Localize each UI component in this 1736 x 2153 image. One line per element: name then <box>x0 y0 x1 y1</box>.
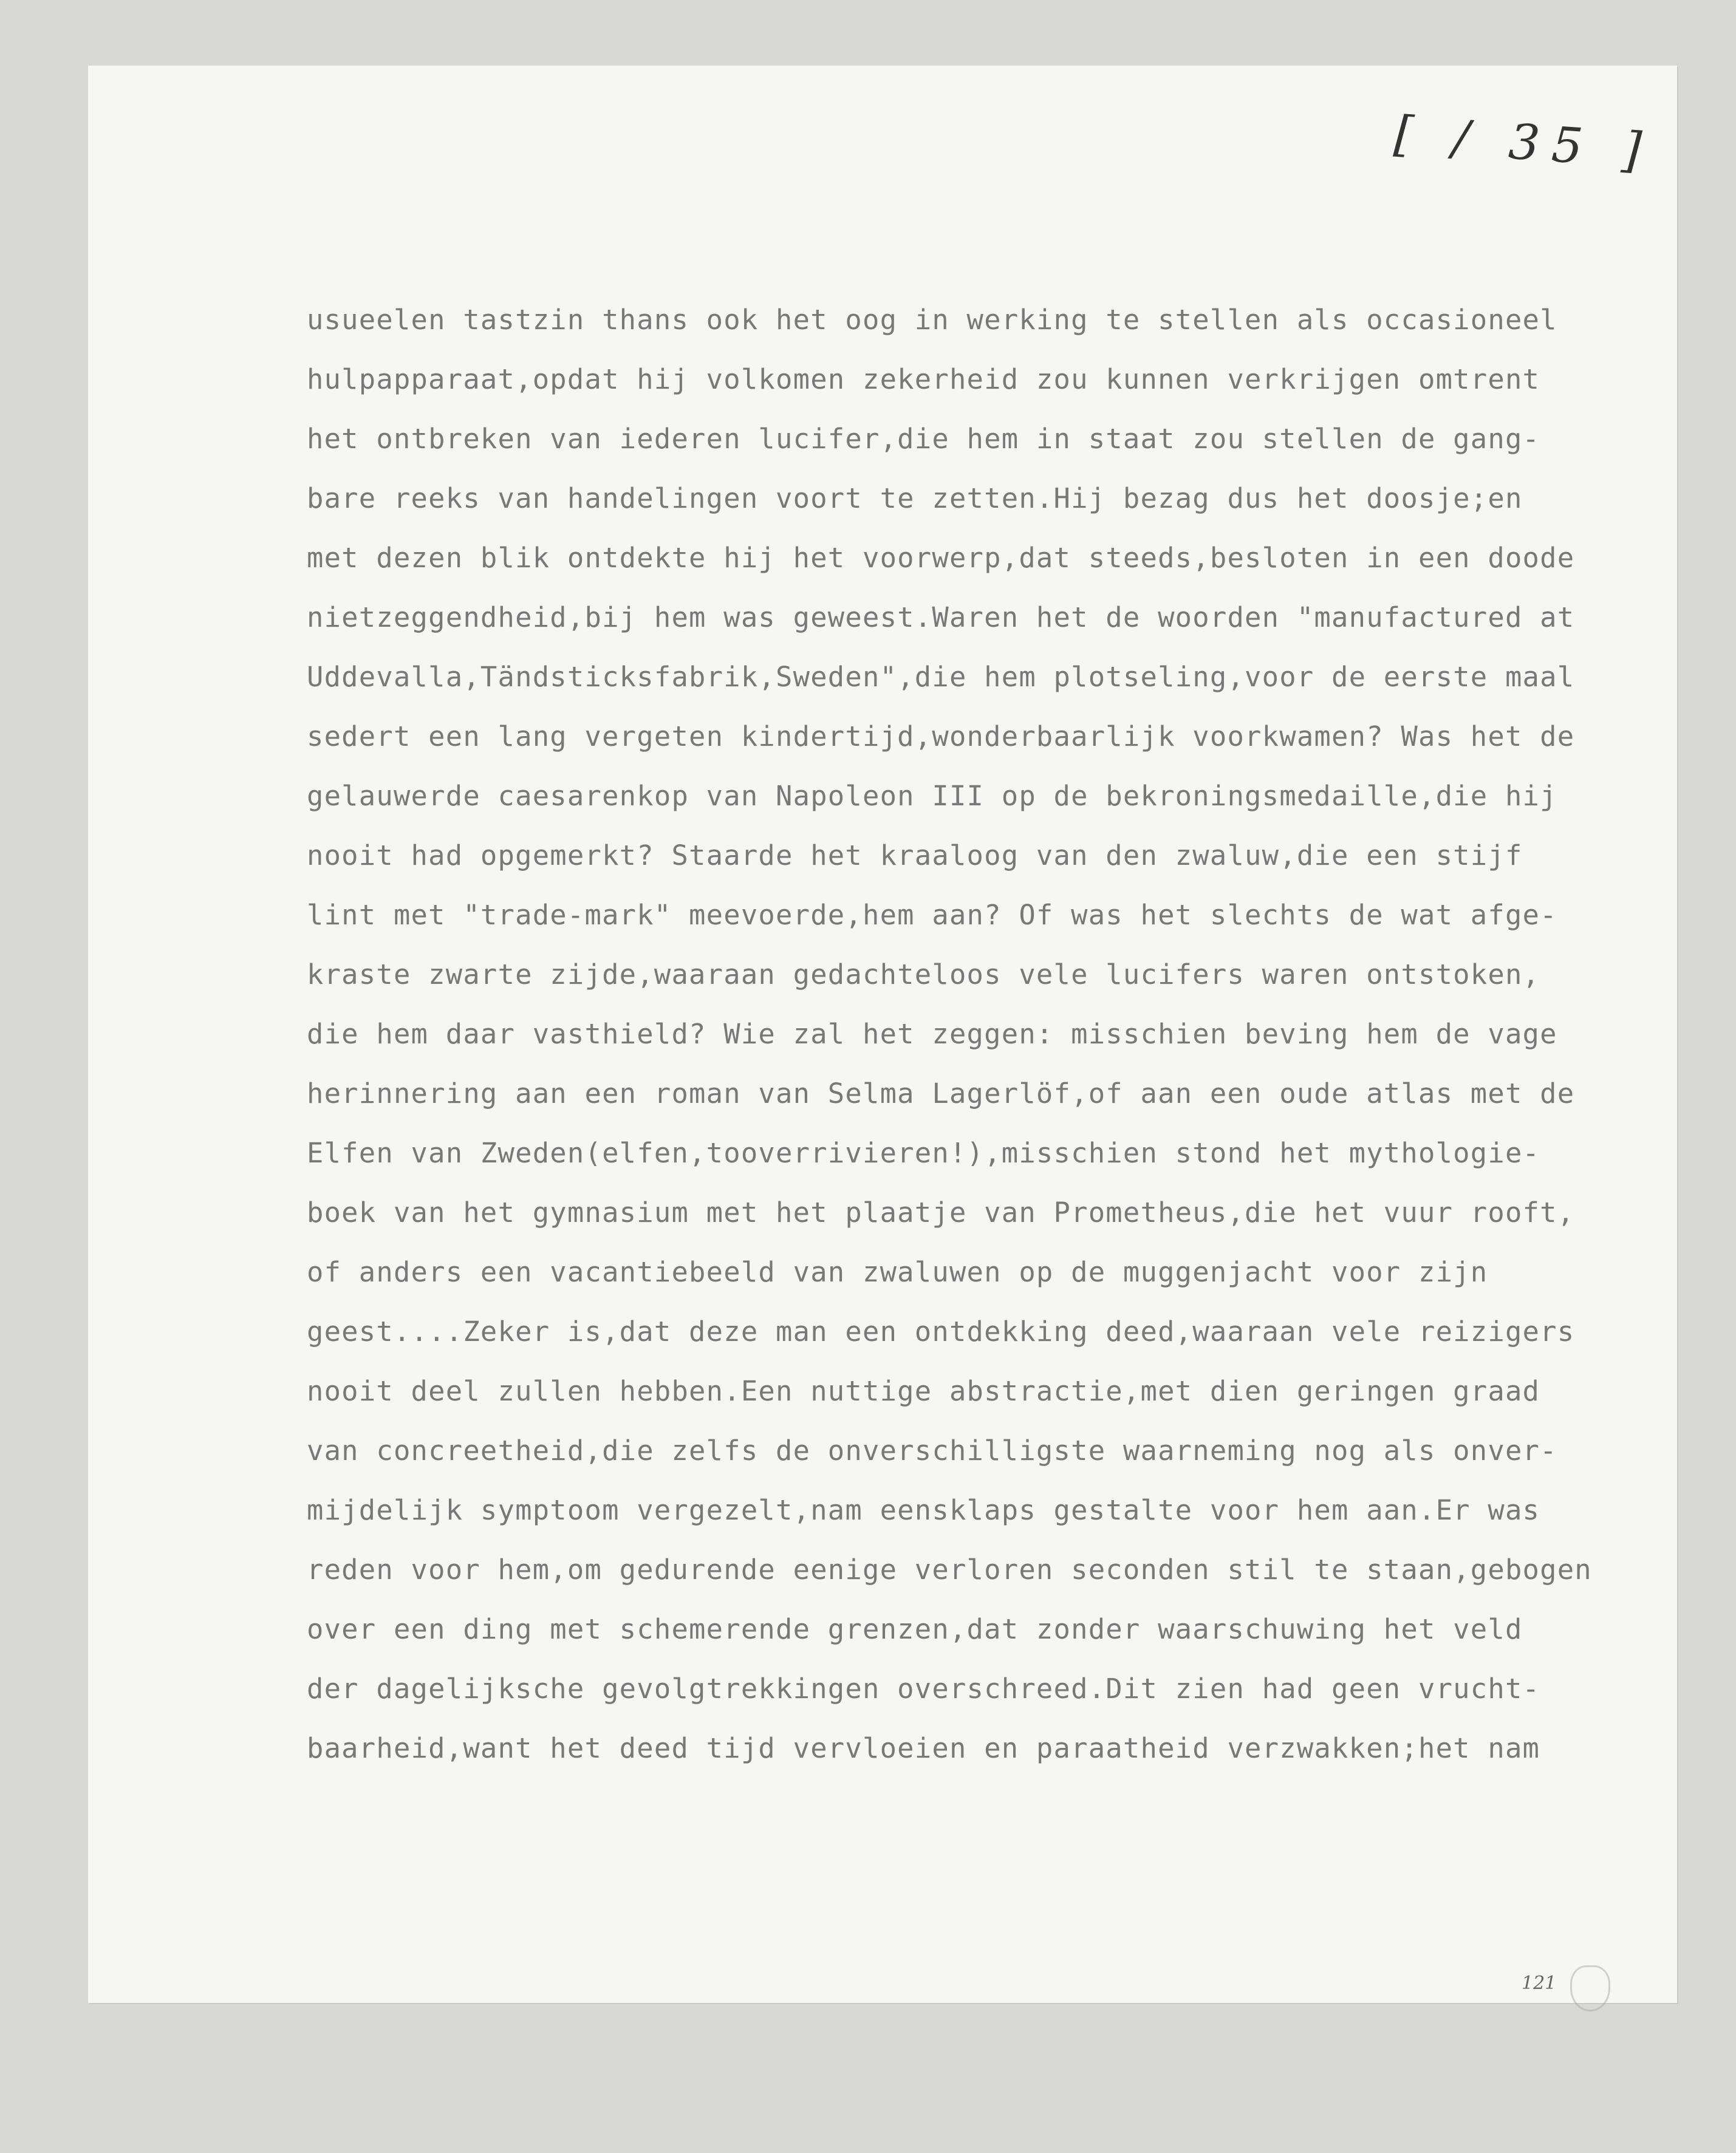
text-line: geest....Zeker is,dat deze man een ontdekking deed,waaraan vele reizigers <box>307 1315 1575 1348</box>
text-line: mijdelijk symptoom vergezelt,nam eensklaps gestalte voor hem aan.Er was <box>307 1494 1540 1526</box>
typescript-page <box>88 66 1677 2003</box>
text-line: baarheid,want het deed tijd vervloeien en paraatheid verzwakken;het nam <box>307 1732 1540 1764</box>
text-line: nooit had opgemerkt? Staarde het kraaloog van den zwaluw,die een stijf <box>307 839 1523 872</box>
text-line: met dezen blik ontdekte hij het voorwerp,dat steeds,besloten in een doode <box>307 542 1575 574</box>
text-line: boek van het gymnasium met het plaatje van Prometheus,die het vuur rooft, <box>307 1196 1575 1229</box>
text-line: over een ding met schemerende grenzen,dat zonder waarschuwing het veld <box>307 1613 1523 1645</box>
text-line: nooit deel zullen hebben.Een nuttige abstractie,met dien geringen graad <box>307 1375 1540 1407</box>
text-line: van concreetheid,die zelfs de onverschilligste waarneming nog als onver- <box>307 1435 1557 1467</box>
text-line: sedert een lang vergeten kindertijd,wonderbaarlijk voorkwamen? Was het de <box>307 720 1575 752</box>
text-line: gelauwerde caesarenkop van Napoleon III op de bekroningsmedaille,die hij <box>307 780 1557 812</box>
folio-number: 121 <box>1522 1973 1557 1994</box>
text-line: der dagelijksche gevolgtrekkingen overschreed.Dit zien had geen vrucht- <box>307 1673 1540 1705</box>
text-line: herinnering aan een roman van Selma Lagerlöf,of aan een oude atlas met de <box>307 1077 1575 1110</box>
text-line: lint met "trade-mark" meevoerde,hem aan? Of was het slechts de wat afge- <box>307 899 1557 931</box>
text-line: die hem daar vasthield? Wie zal het zeggen: misschien beving hem de vage <box>307 1018 1557 1050</box>
text-line: kraste zwarte zijde,waaraan gedachteloos vele lucifers waren ontstoken, <box>307 958 1540 991</box>
text-line: het ontbreken van iederen lucifer,die hem in staat zou stellen de gang- <box>307 423 1540 455</box>
text-line: of anders een vacantiebeeld van zwaluwen op de muggenjacht voor zijn <box>307 1256 1488 1288</box>
page-number: [ / 35 ] <box>1392 105 1656 180</box>
text-line: bare reeks van handelingen voort te zetten.Hij bezag dus het doosje;en <box>307 482 1523 514</box>
text-line: Elfen van Zweden(elfen,tooverrivieren!),misschien stond het mythologie- <box>307 1137 1540 1169</box>
text-line: nietzeggendheid,bij hem was geweest.Waren het de woorden "manufactured at <box>307 601 1575 633</box>
text-line: usueelen tastzin thans ook het oog in werking te stellen als occasioneel <box>307 304 1557 336</box>
archive-stamp <box>1570 1965 1610 2011</box>
text-line: hulpapparaat,opdat hij volkomen zekerheid zou kunnen verkrijgen omtrent <box>307 363 1540 395</box>
text-line: Uddevalla,Tändsticksfabrik,Sweden",die hem plotseling,voor de eerste maal <box>307 661 1575 693</box>
text-line: reden voor hem,om gedurende eenige verloren seconden stil te staan,gebogen <box>307 1554 1592 1586</box>
